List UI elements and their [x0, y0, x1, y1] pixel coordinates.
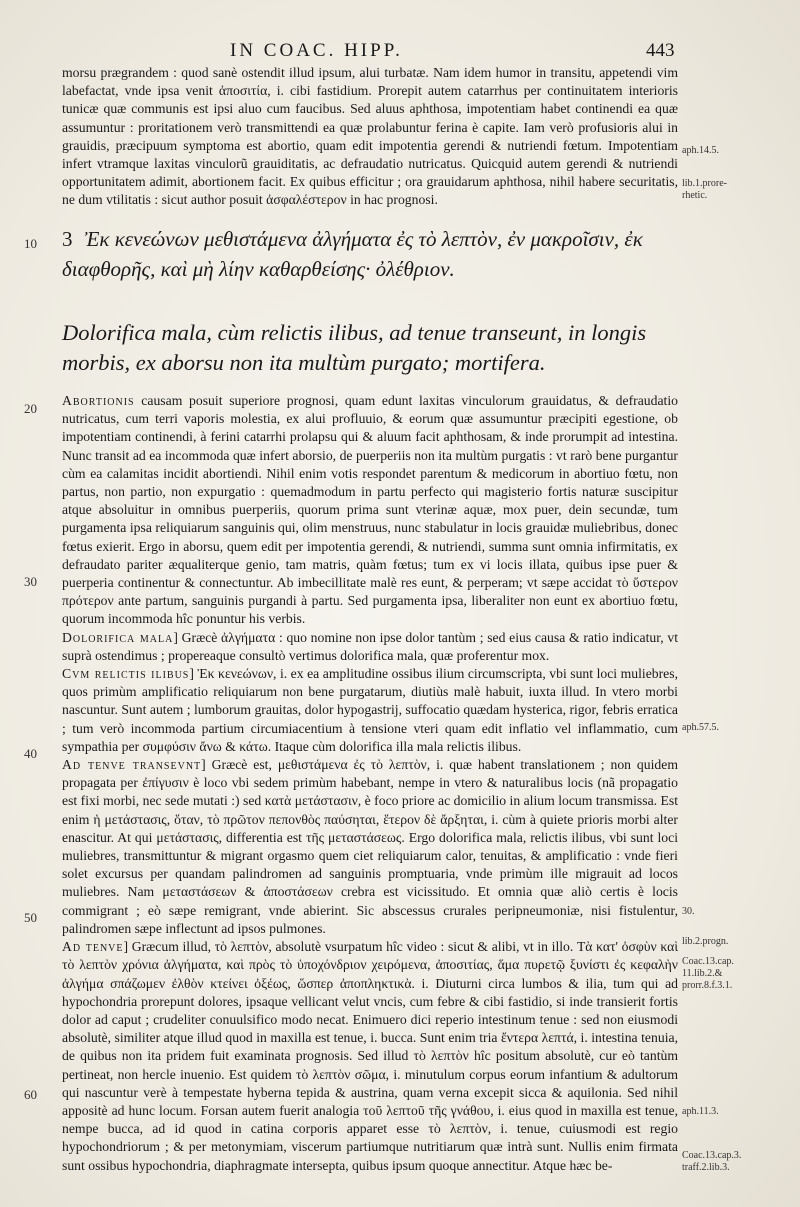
- commentary-paragraph: [62, 392, 678, 629]
- greek-lemma-text: Ἐκ κενεώνων μεθιστάμενα ἀλγήματα ἐς τὸ λεπτὸν, ἐν μακροῖσιν, ἐκ διαφθορῆς, καὶ μὴ λίην καθαρθείσης· ὀλέθριον.: [62, 227, 643, 281]
- paragraph-text: ] Ἐκ κενεώνων, i. ex ea amplitudine ossibus ilium circumscripta, vbi sunt loci muliebres, quos primùm amplificatio reliquiarum non bene purgatarum, diutiùs malè habuit, iuxta illud. In vtero morbi nascuntur. Sunt autem ; lumborum grauitas, dolor hypogastrij, suffocatio quædam hysterica, rigor, febris erratica ; tum verò incommoda partium circumiacentium à tensione vteri quam edit inflatio vel inflammatio, cum sympathia per συμφύσιν ἄνω & κάτω. Itaque cùm dolorifica illa mala relictis ilibus.: [62, 666, 678, 754]
- margin-note: lib.1.prore- rhetic.: [682, 178, 727, 201]
- margin-note: Coac.13.cap. 11.lib.2.& prorr.8.f.3.1.: [682, 956, 734, 991]
- commentary-paragraph: [62, 756, 678, 938]
- margin-note: aph.57.5.: [682, 722, 719, 733]
- greek-lemma: [62, 224, 682, 284]
- latin-lemma: Dolorifica mala, cùm relictis ilibus, ad tenue transeunt, in longis morbis, ex aborsu non ita multùm purgato; mortifera.: [62, 320, 647, 375]
- commentary: [62, 392, 678, 1175]
- line-number: 20: [24, 401, 37, 416]
- lemma-number: 3: [62, 227, 73, 251]
- margin-note: aph.14.5.: [682, 145, 719, 156]
- paragraph-text: ] Græcè est, μεθιστάμενα ἐς τὸ λεπτὸν, i. quæ habent translationem ; non quidem propagata per ἐπίγυσιν è loco vbi sedem primùm habebant, nempe in vtero & naturalibus locis (nã propagatio est fixi morbi, nec sede mutati :) sed κατὰ μετάστασιν, è foco priore ac domicilio in alium locum transmissa. Est enim ἡ μετάστασις, ὅταν, τὸ πρῶτον πεπονθὸς παύσηται, ἕτερον δὲ ἄρξηται, i. cùm à quiete prioris morbi alter enascitur. At qui μετάστασις, differentia est τῆς μεταστάσεως. Ergo dolorifica mala, relictis ilibus, vbi sunt loci muliebres, transmittuntur & migrant orgasmo quem ciet reliquiarum calor, tenuitas, & amplificatio : vnde fieri solet excursus per quandam palindromen ad sanguinis promptuaria, vnde primùm ille migrauit ad locos muliebres. Nam μεταστάσεων & ἀποστάσεων crebra est vicissitudo. Et omnia quæ aliò certis è locis commigrant ; eò sæpe remigrant, vnde abierint. Sic abscessus crurales peripneumoniæ, nisi fistulentur, palindromen sæpe inflectunt ad ipsos pulmones.: [62, 757, 678, 936]
- commentary-paragraph: [62, 629, 678, 665]
- paragraph-text: causam posuit superiore prognosi, quam edunt laxitas vinculorum grauidatus, & defraudatio nutricatus, cum terri vaporis molestia, ex alui profluuio, & eorum quæ assumuntur præcipiti egestione, ob impotentiam continendi, à ferini catarrhi prolapsu qui & aluum facit aphthosam, & inde prorumpit ad intestina. Nunc transit ad ea incommoda quæ infert aborsio, de puerperiis non ita multùm purgatis : vt rarò bene purgantur cùm ea calamitas incidit abortiendi. Nihil enim votis respondet parentum & medicorum in abortiuo fœtu, non partus, non partio, non expurgatio : quemadmodum in partu perfecto qui magisterio fortis naturæ suscipitur atque absoluitur in omnibus puerperiis, quorum prima sunt vterinæ aquæ, mox puer, dein secundæ, tum purgamenta ipsa reliquiarum sanguinis qui, olim menstruus, nunc stabulatur in locis grauidæ muliebribus, donec fœtus exierit. Ergo in aborsu, quem edit per impotentia gerendi, & nutriendi, summa sunt omnia infirmitatis, ex defraudato pariter æqualiterque genio, tam matris, quàm fœtus; tum ex vi locis illata, quibus ipse puer & puerperia continentur & connectuntur. Ab imbecillitate malè res eunt, & perperam; vt sæpe accidat τὸ ὕστερον πρότερον ante partum, sanguinis purgandi à partu. Sed purgamenta ipsa, liberaliter non eunt ex abortiuo fœtu, quorum incommoda hîc ponuntur his verbis.: [62, 393, 678, 627]
- commentary-paragraph: [62, 665, 678, 756]
- paragraph-lead: Dolorifica mala: [62, 629, 174, 645]
- margin-note: Coac.13.cap.3. traff.2.lib.3.: [682, 1150, 742, 1173]
- paragraph: morsu prægrandem : quod sanè ostendit illud ipsum, alui turbatæ. Nam idem humor in transitu, appetendi vim labefactat, vnde ipsa venit ἀποσιτία, i. cibi fastidium. Prorepit autem catarrhus per continuitatem interioris tunicæ quæ communis est ipsi aluo cum faucibus. Sed aluus aphthosa, impotentiam habet continendi ea quæ assumuntur : proritationem verò transmittendi ea quæ prolabuntur ferina è capite. Iam verò profusioris alui in grauidis, præcipuum symptoma est abortio, quam edit impotentia gerendi & nutriendi fœtum. Impotentiam infert vtramque laxitas vinculorũ grauiditatis, ac defraudatio nutricatus. Quicquid autem gerendi & nutriendi opportunitatem adimit, abortionem facit. Ex quibus efficitur ; ora grauidarum aphthosa, nihil habere securitatis, ne dum vtilitatis : sicut author posuit ἀσφαλέστερον in hac prognosi.: [62, 65, 678, 208]
- commentary-paragraph: [62, 938, 678, 1175]
- margin-note: 30.: [682, 906, 695, 917]
- paragraph-lead: Ad tenve transevnt: [62, 757, 202, 773]
- paragraph-text: ] Græcè ἀλγήματα : quo nomine non ipse dolor tantùm ; sed eius causa & ratio indicatur, vt suprà ostendimus ; propereaque consultò vertimus dolorifica mala, quæ proferentur mox.: [62, 629, 678, 663]
- line-number: 30: [24, 574, 37, 589]
- paragraph-lead: Cvm relictis ilibus: [62, 666, 190, 682]
- page-number: 443: [646, 40, 675, 61]
- opening-paragraph: [62, 64, 678, 210]
- margin-note: lib.2.progn.: [682, 936, 729, 947]
- line-number: 10: [24, 236, 37, 251]
- margin-note: aph.11.3.: [682, 1106, 719, 1117]
- line-number: 60: [24, 1087, 37, 1102]
- running-head: IN COAC. HIPP.: [230, 40, 403, 61]
- paragraph-lead: Abortionis: [62, 393, 135, 408]
- line-number: 40: [24, 746, 37, 761]
- paragraph-text: ] Græcum illud, τὸ λεπτὸν, absolutè vsurpatum hîc video : sicut & alibi, vt in illo. Τὰ κατ' ὀσφὺν καὶ τὸ λεπτὸν χρόνια ἀλγήματα, καὶ πρὸς τὸ ὑποχόνδριον χειρόμενα, ἀποσιτίας, ἅμα πυρετῷ ξυνίστι ἐς κεφαλὴν ἀλγήμα σπάζωμεν ἐλθὸν κτείνει ὀξέως, ὥσπερ ἀποπληκτικὰ. i. Diuturni circa lumbos & ilia, tum qui ad hypochondria prorepunt dolores, ipsaque vellicant velut vncis, cum febre & cibi fastidio, si inde transierit fortis dolor ad caput ; crudeliter conuulsifico modo necat. Enimuero dici reperio intestinum tenue : sed non eiusmodi absolutè, similiter atque illud quod in maxilla est tenue, i. bucca. Sunt enim tria ἔντερα λεπτά, i. intestina tenuia, de quibus non ita pridem fuit examinata prognosis. Sed illud τὸ λεπτὸν hîc positum absolutè, cur eò tantùm pertineat, non hercle inuenio. Est quidem τὸ λεπτὸν σῶμα, i. minutulum corpus eorum infantium & adultorum qui nascuntur verè à tempestate hyberna tepida & austrina, quam verna excepit sicca & aquilonia. Sed nihil appositè ad hunc locum. Forsan autem fuerit analogia τοῦ λεπτοῦ τῆς γνάθου, i. eius quod in maxilla est tenue, nempe bucca, ad id quod in catina corporis apparet esse τὸ λεπτὸν, i. tenue, cuiusmodi est regio hypochondriorum ; & per metonymiam, viscerum partiumque nutritiarum quæ intrà sunt. Nullis enim firmata sunt ossibus hypochondria, diaphragmate intersepta, quibus ipsum quoque annectitur. Atque hæc be-: [62, 939, 678, 1173]
- paragraph-lead: Ad tenve: [62, 939, 124, 955]
- line-number: 50: [24, 910, 37, 925]
